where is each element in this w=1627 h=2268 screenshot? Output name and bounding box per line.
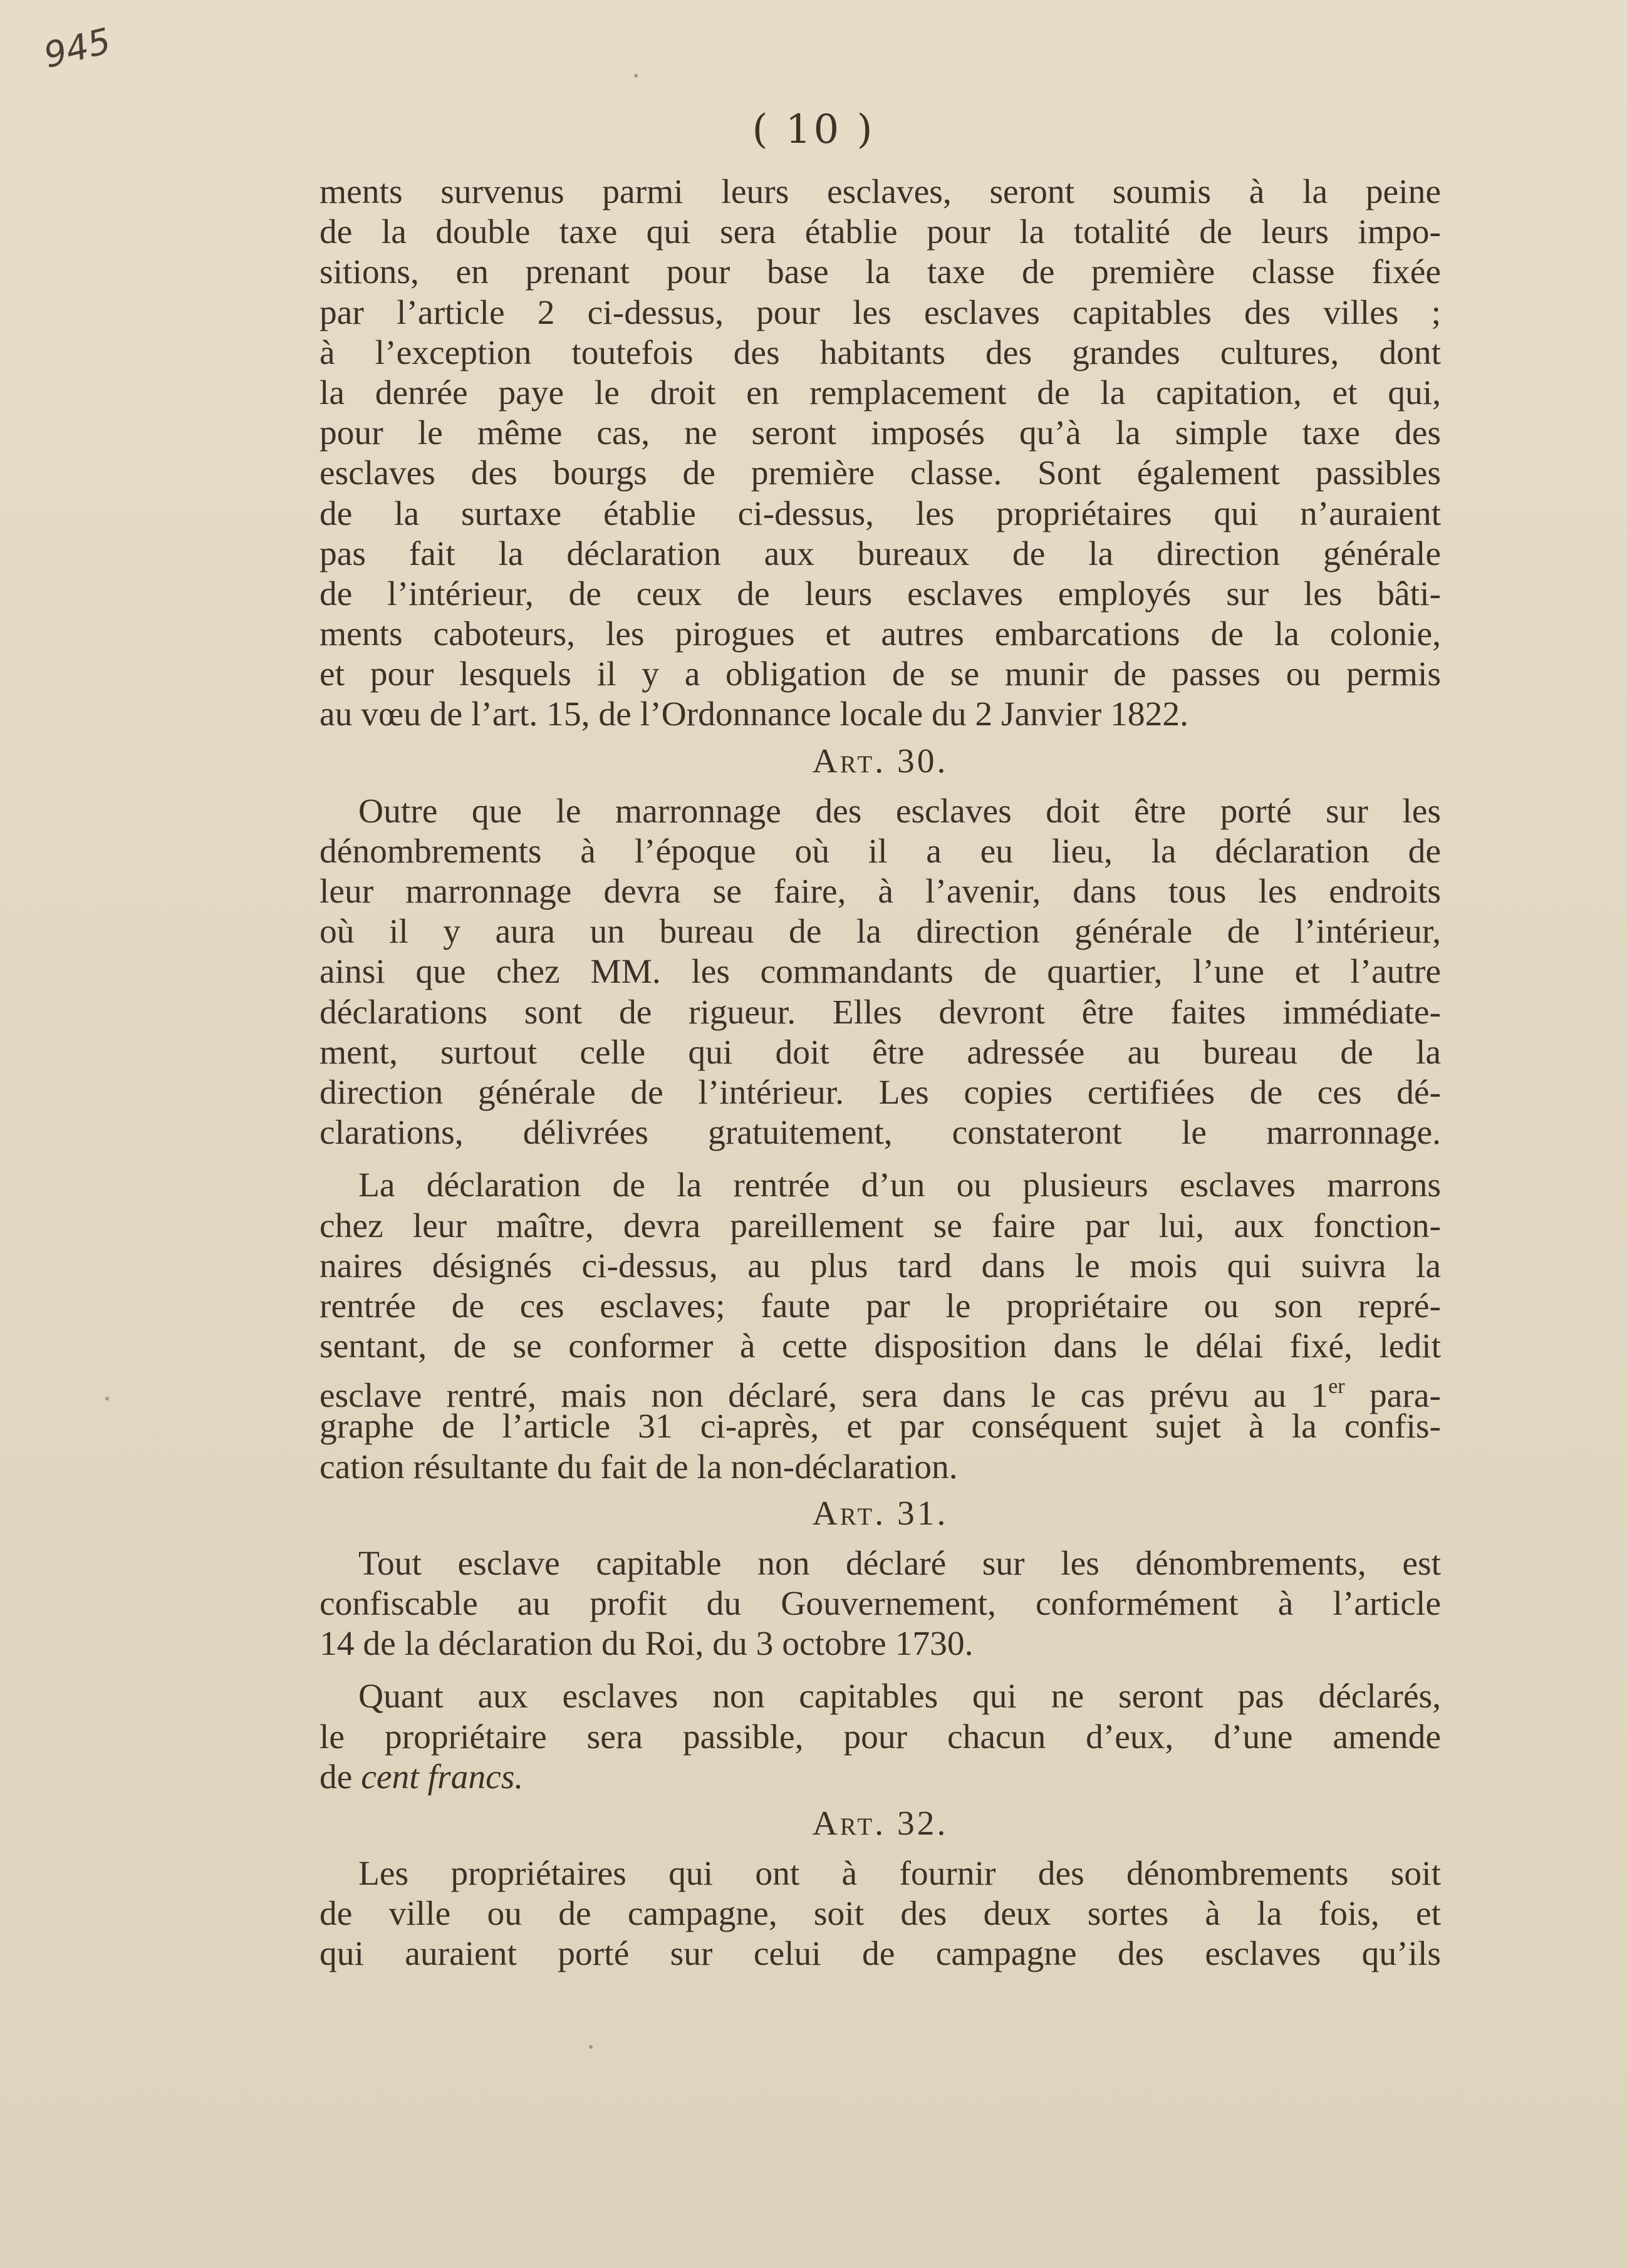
text-line: clarations, délivrées gratuitement, constateront le marronnage. <box>320 1114 1441 1152</box>
text-line: où il y aura un bureau de la direction générale de l’intérieur, <box>320 913 1441 951</box>
text-line: leur marronnage devra se faire, à l’avenir, dans tous les endroits <box>320 873 1441 911</box>
text-line: esclaves des bourgs de première classe. Sont également passibles <box>320 454 1441 493</box>
text-line: cation résultante du fait de la non-déclaration. <box>320 1447 958 1486</box>
text-line <box>320 1758 1441 1798</box>
text-line: pour le même cas, ne seront imposés qu’à la simple taxe des <box>320 414 1441 453</box>
text-line: et pour lesquels il y a obligation de se munir de passes ou permis <box>320 655 1441 694</box>
paper-spot <box>634 74 638 78</box>
text-line: La déclaration de la rentrée d’un ou plusieurs esclaves marrons <box>358 1166 1441 1205</box>
text-line <box>320 1367 1441 1416</box>
italic-phrase: cent francs. <box>361 1758 524 1796</box>
article-heading: Art. 30. <box>812 742 949 780</box>
text-line: par l’article 2 ci-dessus, pour les esclaves capitables des villes ; <box>320 293 1441 332</box>
text-line: la denrée paye le droit en remplacement de la capitation, et qui, <box>320 373 1441 412</box>
text-fragment: de <box>320 1758 361 1796</box>
text-fragment: esclave rentré, mais non déclaré, sera dans le cas prévu au 1 <box>320 1377 1329 1416</box>
text-line: Quant aux esclaves non capitables qui ne seront pas déclarés, <box>358 1677 1441 1716</box>
text-line: déclarations sont de rigueur. Elles devront être faites immédiate- <box>320 993 1441 1032</box>
text-line: au vœu de l’art. 15, de l’Ordonnance locale du 2 Janvier 1822. <box>320 695 1189 734</box>
folio-mark: 945 <box>39 21 115 76</box>
text-line: confiscable au profit du Gouvernement, conformément à l’article <box>320 1585 1441 1623</box>
text-line: de la surtaxe établie ci-dessus, les propriétaires qui n’auraient <box>320 494 1441 533</box>
text-line: pas fait la déclaration aux bureaux de la direction générale <box>320 534 1441 573</box>
text-line: le propriétaire sera passible, pour chacun d’eux, d’une amende <box>320 1717 1441 1756</box>
text-line: Les propriétaires qui ont à fournir des dénombrements soit <box>358 1854 1441 1893</box>
text-line: direction générale de l’intérieur. Les copies certifiées de ces dé- <box>320 1073 1441 1112</box>
text-line: sitions, en prenant pour base la taxe de première classe fixée <box>320 253 1441 292</box>
paper-spot <box>105 1397 109 1401</box>
article-heading: Art. 31. <box>812 1494 949 1533</box>
text-line: Outre que le marronnage des esclaves doit être porté sur les <box>358 792 1441 831</box>
article-30-paragraph-1 <box>320 792 1441 1154</box>
text-line: chez leur maître, devra pareillement se faire par lui, aux fonction- <box>320 1206 1441 1245</box>
article-31-paragraph-2 <box>320 1677 1441 1798</box>
superscript: er <box>1328 1375 1345 1399</box>
text-line: ments caboteurs, les pirogues et autres embarcations de la colonie, <box>320 615 1441 654</box>
text-line: ainsi que chez MM. les commandants de quartier, l’une et l’autre <box>320 953 1441 992</box>
text-line: graphe de l’article 31 ci-après, et par conséquent sujet à la confis- <box>320 1407 1441 1446</box>
text-line: de la double taxe qui sera établie pour la totalité de leurs impo- <box>320 213 1441 252</box>
text-line: qui auraient porté sur celui de campagne des esclaves qu’ils <box>320 1935 1441 1974</box>
text-line: sentant, de se conformer à cette disposition dans le délai fixé, ledit <box>320 1327 1441 1366</box>
text-line: dénombrements à l’époque où il a eu lieu, la déclaration de <box>320 832 1441 871</box>
text-line: ments survenus parmi leurs esclaves, seront soumis à la peine <box>320 173 1441 211</box>
article-31-paragraph-1 <box>320 1544 1441 1665</box>
article-32-paragraph-1 <box>320 1854 1441 1975</box>
text-line: de l’intérieur, de ceux de leurs esclaves employés sur les bâti- <box>320 574 1441 613</box>
page-number: ( 10 ) <box>752 106 875 153</box>
text-fragment: para- <box>1344 1377 1441 1416</box>
text-line: Tout esclave capitable non déclaré sur les dénombrements, est <box>358 1544 1441 1583</box>
text-line: à l’exception toutefois des habitants des grandes cultures, dont <box>320 333 1441 372</box>
text-line: rentrée de ces esclaves; faute par le propriétaire ou son repré- <box>320 1287 1441 1325</box>
text-line: ment, surtout celle qui doit être adressée au bureau de la <box>320 1033 1441 1072</box>
body-text <box>320 172 1441 1975</box>
article-heading: Art. 32. <box>812 1804 949 1843</box>
text-line: 14 de la déclaration du Roi, du 3 octobre 1730. <box>320 1625 974 1664</box>
text-line: de ville ou de campagne, soit des deux sortes à la fois, et <box>320 1895 1441 1934</box>
paper-spot <box>589 2045 593 2049</box>
continued-paragraph <box>320 172 1441 735</box>
text-line: naires désignés ci-dessus, au plus tard dans le mois qui suivra la <box>320 1246 1441 1285</box>
article-30-paragraph-2 <box>320 1166 1441 1488</box>
